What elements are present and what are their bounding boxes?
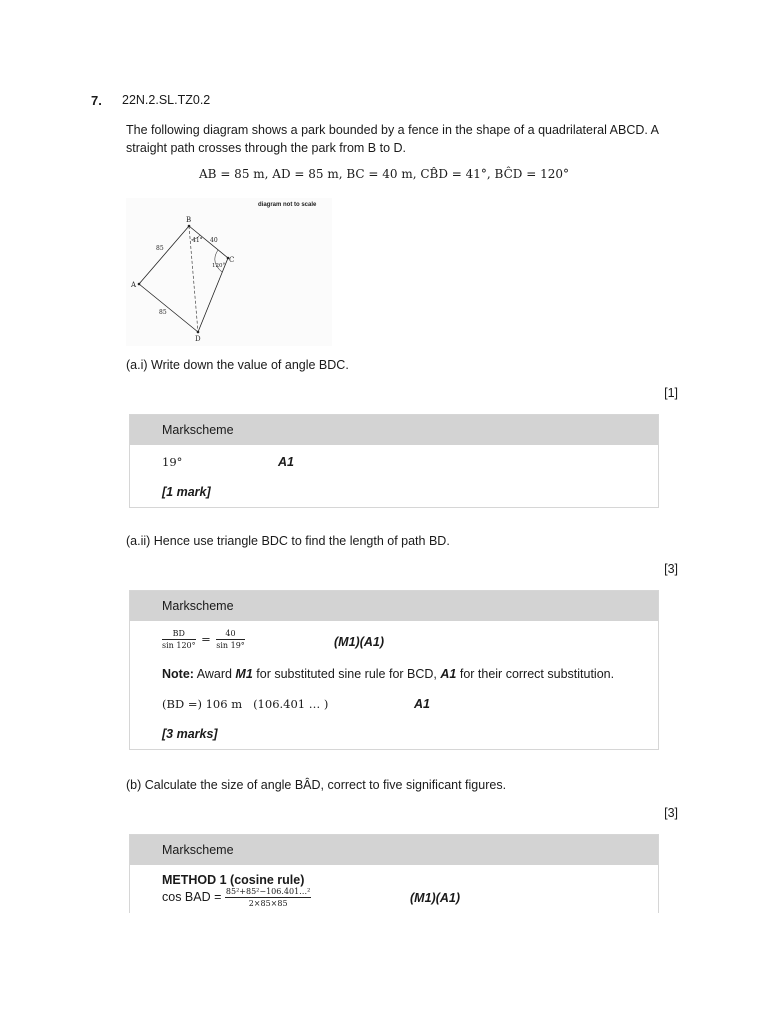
- cosine-rule-equation: cos BAD = $\frac{\text{85²+85²−106.401…²}}{2\times 85\times 85}$: [162, 887, 311, 908]
- label-a: A: [131, 281, 137, 289]
- label-ad-length: 85: [159, 309, 167, 316]
- label-c: C: [229, 256, 235, 264]
- park-diagram: [126, 198, 332, 346]
- label-b: B: [186, 216, 192, 224]
- part-b-text: (b) Calculate the size of angle BÂD, correct to five significant figures.: [126, 778, 507, 792]
- award-b: (M1)(A1): [410, 891, 460, 905]
- total-ai: [1 mark]: [162, 485, 211, 499]
- award-aii-1: (M1)(A1): [334, 635, 384, 649]
- diagram-note: diagram not to scale: [258, 202, 317, 208]
- vertex-a: [138, 283, 141, 286]
- award-aii-2: A1: [414, 697, 430, 711]
- given-values: AB = 85 m, AD = 85 m, BC = 40 m, CB̂D = 41°, BĈD = 120°: [199, 167, 569, 181]
- markscheme-ai: [129, 414, 659, 508]
- result-bd: (BD =) 106 m (106.401 … ): [162, 697, 329, 711]
- part-ai-marks: [1]: [664, 386, 678, 400]
- sine-rule-equation: $\frac{BD}{\sin 120^\circ}$ = $\frac{40}{\sin 19^\circ}$: [162, 629, 245, 650]
- markscheme-header: Markscheme: [130, 591, 658, 621]
- part-aii-marks: [3]: [664, 562, 678, 576]
- note-aii: Note: Award M1 for substituted sine rule for BCD, A1 for their correct substitution.: [162, 667, 615, 681]
- question-intro: The following diagram shows a park bounded by a fence in the shape of a quadrilateral ABCD. A straight path crosses through the park from B to D.: [126, 123, 659, 155]
- answer-ai: 19°: [162, 455, 183, 469]
- part-aii-text: (a.ii) Hence use triangle BDC to find the length of path BD.: [126, 534, 450, 548]
- markscheme-header: Markscheme: [130, 835, 658, 865]
- fraction-bd: $\frac{BD}{\sin 120^\circ}$: [162, 629, 196, 650]
- markscheme-b: [129, 834, 659, 913]
- question-code: 22N.2.SL.TZ0.2: [122, 93, 211, 107]
- method-1-label: METHOD 1 (cosine rule): [162, 873, 305, 887]
- label-bc-length: 40: [210, 237, 218, 244]
- markscheme-header: Markscheme: [130, 415, 658, 445]
- part-ai-text: (a.i) Write down the value of angle BDC.: [126, 358, 349, 372]
- vertex-d: [197, 331, 200, 334]
- question-number: 7.: [91, 93, 102, 108]
- markscheme-aii: [129, 590, 659, 750]
- label-d: D: [195, 335, 201, 343]
- fraction-40: $\frac{40}{\sin 19^\circ}$: [216, 629, 245, 650]
- fraction-cosine: $\frac{\text{85²+85²−106.401…²}}{2\times 85\times 85}$: [225, 887, 311, 908]
- label-ab-length: 85: [156, 245, 164, 252]
- vertex-b: [188, 225, 191, 228]
- part-b-marks: [3]: [664, 806, 678, 820]
- total-aii: [3 marks]: [162, 727, 218, 741]
- label-angle-b: 41°: [192, 237, 203, 244]
- award-ai: A1: [278, 455, 294, 469]
- label-angle-c: 120°: [212, 263, 226, 269]
